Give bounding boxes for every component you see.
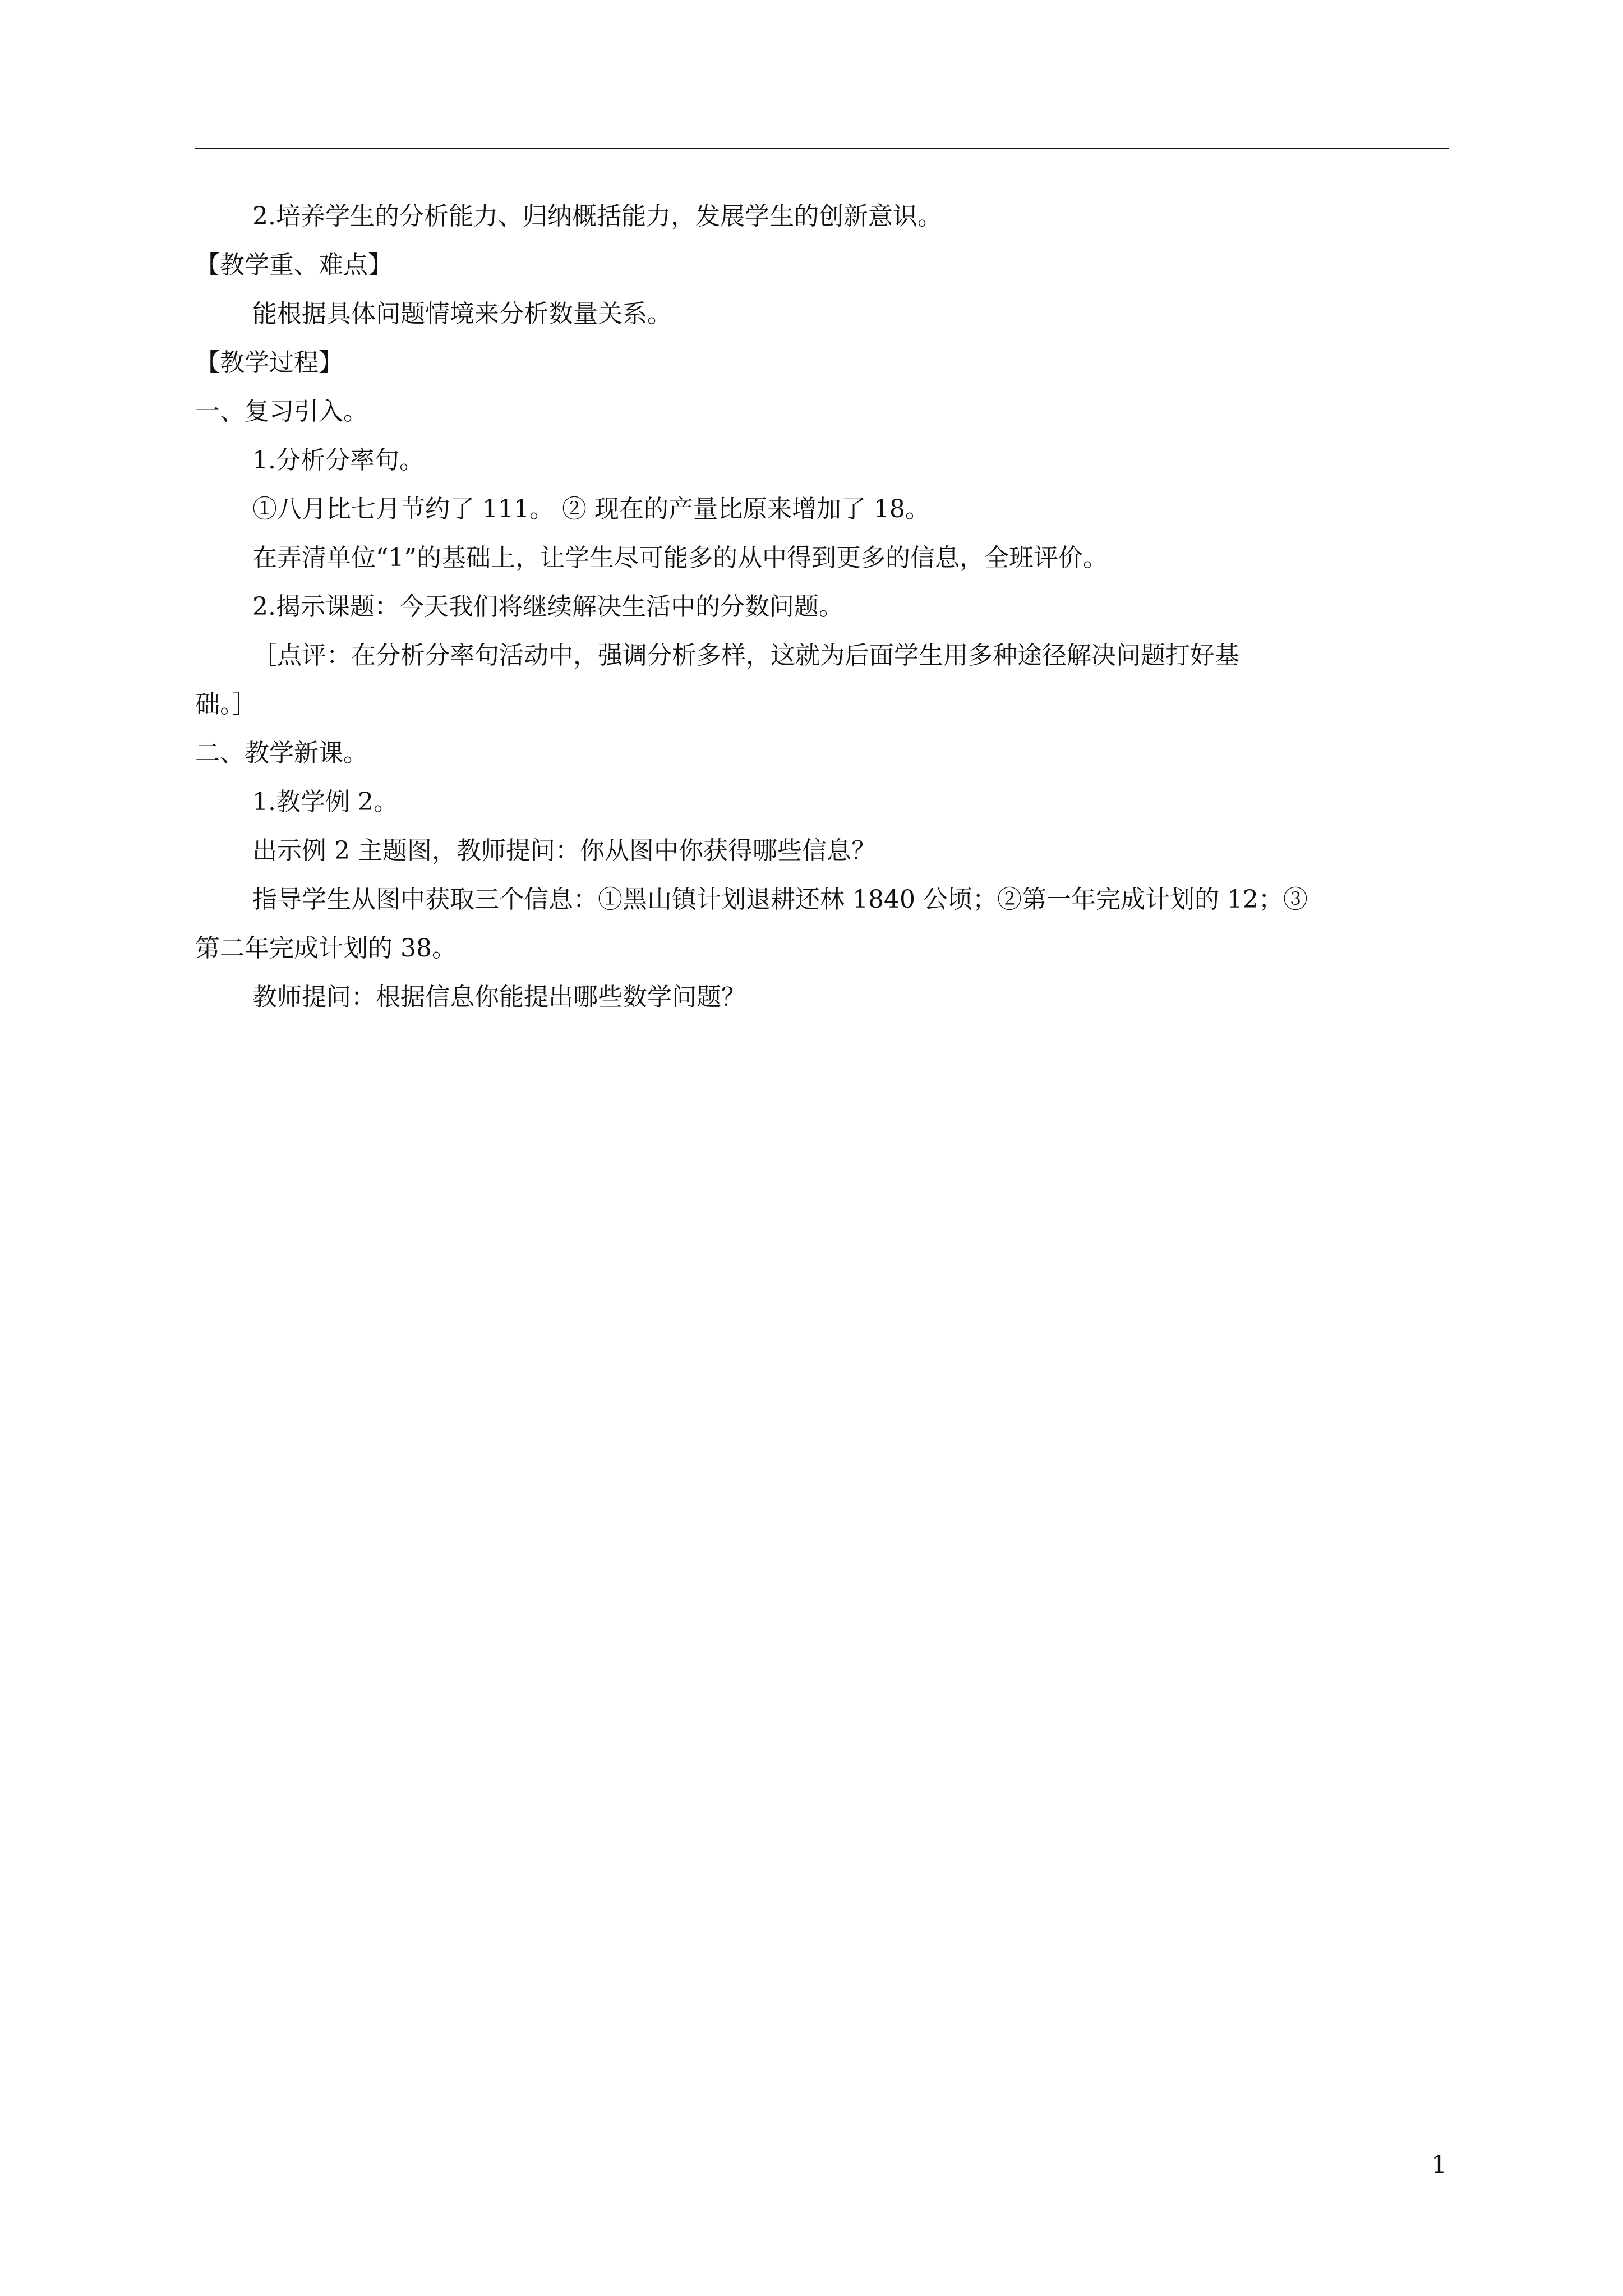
comment-line-2: 础。］ xyxy=(195,690,257,719)
part-one-heading: 一、复习引入。 xyxy=(195,397,368,426)
teacher-question-1: 出示例 2 主题图，教师提问：你从图中你获得哪些信息？ xyxy=(252,836,876,865)
objective-2: 2.培养学生的分析能力、归纳概括能力，发展学生的创新意识。 xyxy=(252,202,942,231)
information-line-2: 第二年完成计划的 38。 xyxy=(195,934,457,963)
example-2-heading: 1.教学例 2。 xyxy=(252,788,398,816)
page-number: 1 xyxy=(1431,2151,1447,2179)
step-1-analysis: 1.分析分率句。 xyxy=(252,446,424,475)
unit-one-instruction: 在弄清单位“1”的基础上，让学生尽可能多的从中得到更多的信息，全班评价。 xyxy=(252,544,1108,572)
section-process-heading: 【教学过程】 xyxy=(195,348,343,377)
key-points-text: 能根据具体问题情境来分析数量关系。 xyxy=(252,300,672,328)
comment-line-1: ［点评：在分析分率句活动中，强调分析多样，这就为后面学生用多种途径解决问题打好基 xyxy=(252,641,1239,670)
part-two-heading: 二、教学新课。 xyxy=(195,739,368,767)
information-line-1: 指导学生从图中获取三个信息：①黑山镇计划退耕还林 1840 公顷；②第一年完成计划的 12；③ xyxy=(252,885,1308,914)
document-body xyxy=(195,192,1449,1022)
step-2-topic: 2.揭示课题：今天我们将继续解决生活中的分数问题。 xyxy=(252,592,843,621)
teacher-question-2: 教师提问：根据信息你能提出哪些数学问题？ xyxy=(252,983,746,1011)
section-key-points-heading: 【教学重、难点】 xyxy=(195,251,393,279)
example-sentences: ①八月比七月节约了 111。 ② 现在的产量比原来增加了 18。 xyxy=(252,495,930,523)
header-rule xyxy=(195,148,1449,149)
